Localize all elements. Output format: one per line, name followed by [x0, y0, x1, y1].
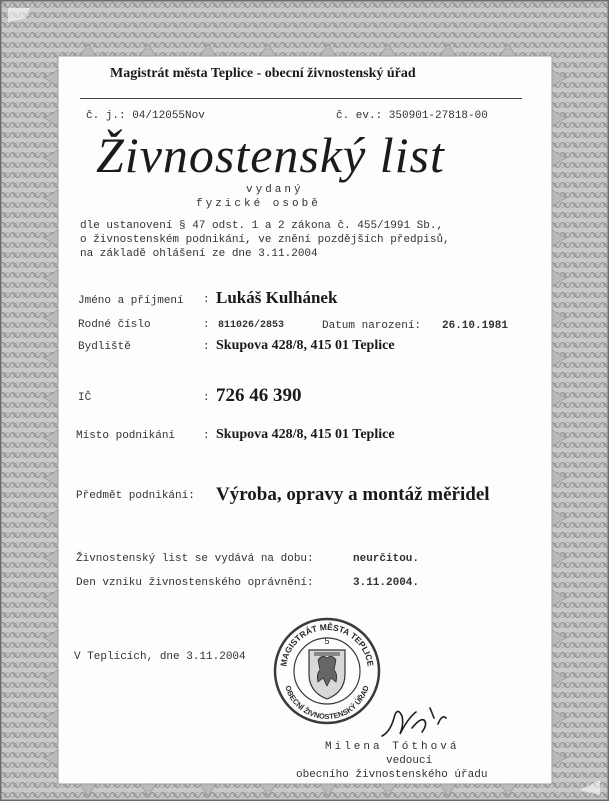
stamp-number: 5 — [324, 636, 330, 646]
signatory-role: vedoucí — [386, 755, 433, 767]
birth-date-label: Datum narození: — [322, 320, 422, 332]
legal-basis-line-1: dle ustanovení § 47 odst. 1 a 2 zákona č. 455/1991 Sb., — [80, 220, 444, 232]
birth-number: 811026/2853 — [218, 320, 285, 331]
stamp-top-text: MAGISTRÁT MĚSTA TEPLICE — [278, 621, 376, 668]
business-place-label: Místo podnikání — [76, 430, 176, 442]
legal-basis-line-2: o živnostenském podnikání, ve znění pozdějších předpisů, — [80, 234, 450, 246]
name-label: Jméno a příjmení — [78, 295, 184, 307]
business-subject: Výroba, opravy a montáž měřidel — [216, 484, 490, 505]
birth-date: 26.10.1981 — [442, 320, 509, 332]
holder-name: Lukáš Kulhánek — [216, 288, 338, 307]
registration-number: č. ev.: 350901-27818-00 — [336, 110, 488, 122]
validity-period-value: neurčitou. — [353, 553, 420, 565]
signatory-name: Milena Tóthová — [325, 741, 460, 753]
header-divider — [80, 98, 522, 99]
official-stamp — [272, 616, 382, 726]
reference-number: č. j.: 04/12055Nov — [86, 110, 205, 122]
handwritten-signature — [372, 688, 462, 748]
issuing-authority: Magistrát města Teplice - obecní živnostenský úřad — [110, 66, 416, 81]
subtitle-natural-person: fyzické osobě — [196, 198, 321, 210]
place-and-date: V Teplicích, dne 3.11.2004 — [74, 651, 246, 663]
stamp-bottom-text: OBECNÍ ŽIVNOSTENSKÝ ÚŘAD — [283, 684, 371, 721]
company-id: 726 46 390 — [216, 385, 302, 406]
legal-basis-line-3: na základě ohlášení ze dne 3.11.2004 — [80, 248, 318, 260]
document-title: Živnostenský list — [96, 127, 445, 183]
subtitle-issued: vydaný — [246, 184, 304, 196]
birth-number-label: Rodné číslo — [78, 319, 151, 331]
coat-of-arms-icon — [309, 650, 345, 699]
certificate-page: Magistrát města Teplice - obecní živnostenský úřad č. j.: 04/12055Nov č. ev.: 350901-27818-00 Živnostenský list vydaný fyzické osobě dle ustanovení § 47 odst. 1 a 2 zákona č. 455/1991 Sb., o živnostenském podnikání, ve znění pozdějších předpisů, na základě ohlášení ze dne 3.11.2004 Jméno a příjmení : Lukáš Kulhánek Rodné číslo : 811026/2853 Datum narození: 26.10.1981 Bydliště : Skupova 428/8, 415 01 Teplice IČ : 726 46 390 Místo podnikání : Skupova 428/8, 415 01 Teplice Předmět podnikání: Výroba, opravy a montáž měřidel Živnostenský list se vydává na dobu: neurčitou. Den vzniku živnostenského oprávnění: 3.11.2004. V Teplicích, dne 3.11.2004 MAGISTRÁT MĚSTA TEPLICE OBECNÍ ŽIVNOSTENSKÝ ÚŘAD 5 Milena Tóthová vedoucí obecního živnostenského úřadu — [0, 0, 609, 801]
residence-address: Skupova 428/8, 415 01 Teplice — [216, 338, 395, 353]
residence-label: Bydliště — [78, 341, 131, 353]
signatory-office: obecního živnostenského úřadu — [296, 769, 488, 781]
validity-period-text: Živnostenský list se vydává na dobu: — [76, 553, 314, 565]
origin-date-value: 3.11.2004. — [353, 577, 420, 589]
company-id-label: IČ — [78, 392, 92, 404]
business-place-address: Skupova 428/8, 415 01 Teplice — [216, 427, 395, 442]
origin-date-text: Den vzniku živnostenského oprávnění: — [76, 577, 314, 589]
business-subject-label: Předmět podnikání: — [76, 490, 195, 502]
